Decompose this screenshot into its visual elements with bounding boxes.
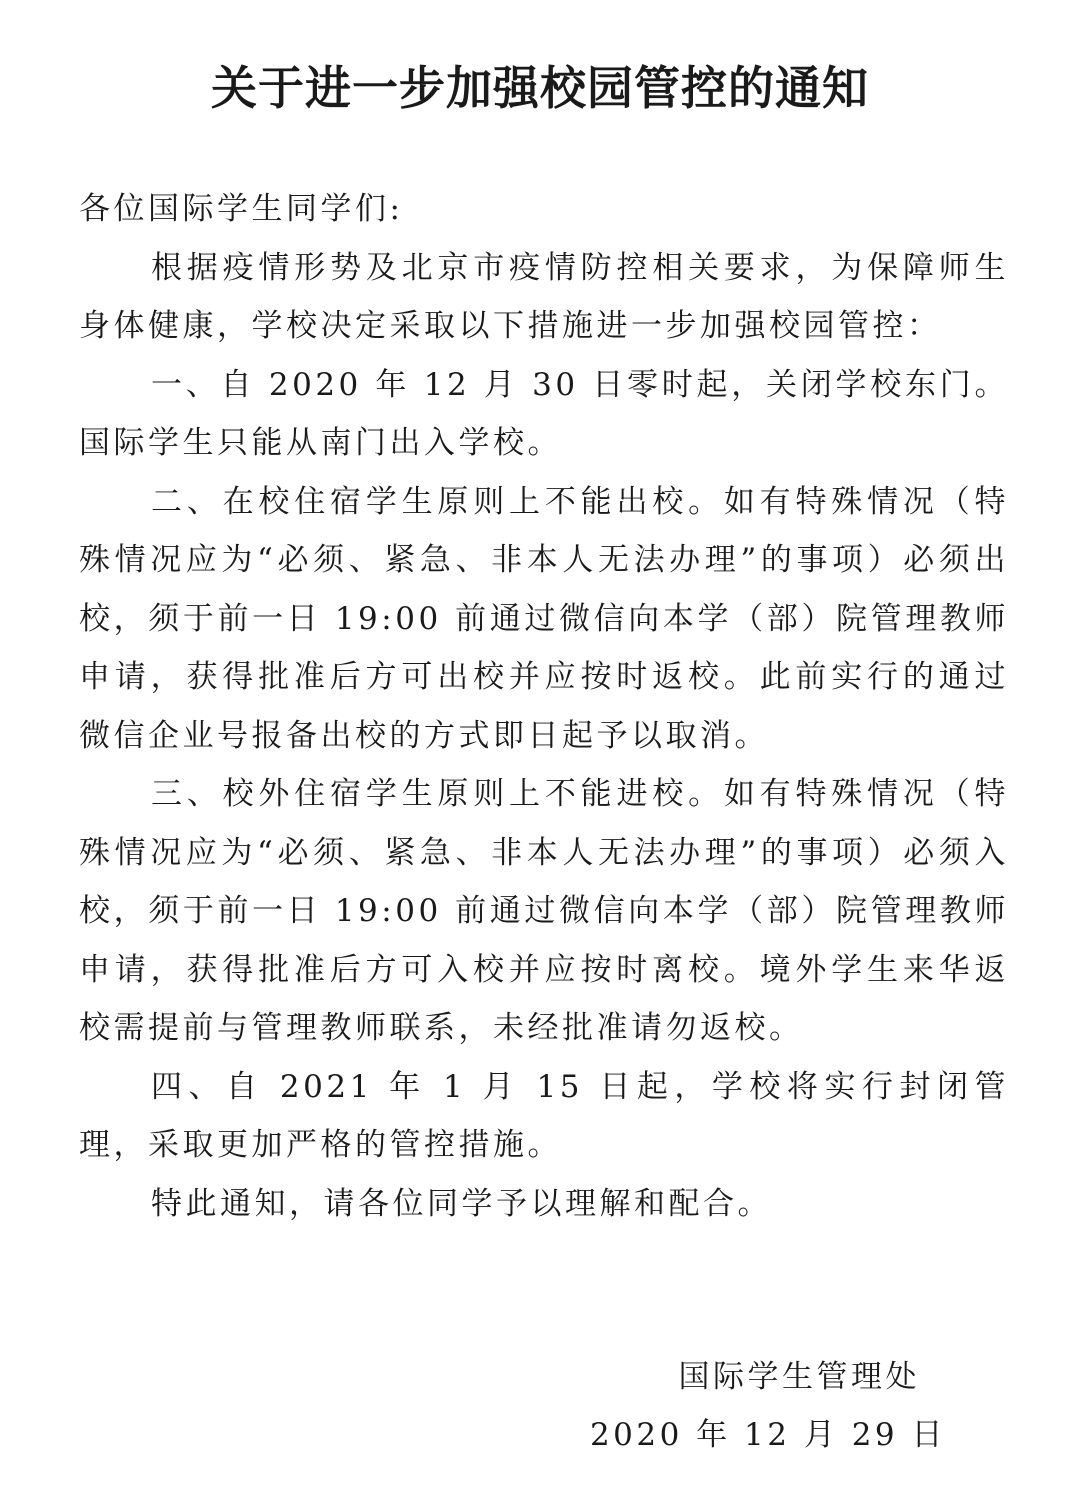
document-title: 关于进一步加强校园管控的通知: [211, 61, 869, 115]
measure-one-paragraph: 一、自 2020 年 12 月 30 日零时起，关闭学校东门。国际学生只能从南门出入学校。: [79, 366, 1009, 461]
closing-paragraph: 特此通知，请各位同学予以理解和配合。: [151, 1185, 772, 1222]
measure-three-paragraph: 三、校外住宿学生原则上不能进校。如有特殊情况（特殊情况应为“必须、紧急、非本人无法办理”的事项）必须入校，须于前一日 19:00 前通过微信向本学（部）院管理教师申请，获得批准后方可入校并应按时离校。境外学生来华返校需提前与管理教师联系，未经批准请勿返校。: [79, 776, 1009, 1046]
measure-four-paragraph: 四、自 2021 年 1 月 15 日起，学校将实行封闭管理，采取更加严格的管控措施。: [79, 1068, 1009, 1163]
measure-two-paragraph: 二、在校住宿学生原则上不能出校。如有特殊情况（特殊情况应为“必须、紧急、非本人无法办理”的事项）必须出校，须于前一日 19:00 前通过微信向本学（部）院管理教师申请，获得批准后方可出校并应按时返校。此前实行的通过微信企业号报备出校的方式即日起予以取消。: [79, 483, 1009, 754]
document-body: [79, 180, 1009, 1233]
salutation: 各位国际学生同学们:: [79, 191, 404, 227]
intro-paragraph: 根据疫情形势及北京市疫情防控相关要求，为保障师生身体健康，学校决定采取以下措施进一步加强校园管控：: [79, 249, 1009, 344]
signature-date: 2020 年 12 月 29 日: [589, 1417, 946, 1453]
signature-organization: 国际学生管理处: [678, 1359, 920, 1395]
